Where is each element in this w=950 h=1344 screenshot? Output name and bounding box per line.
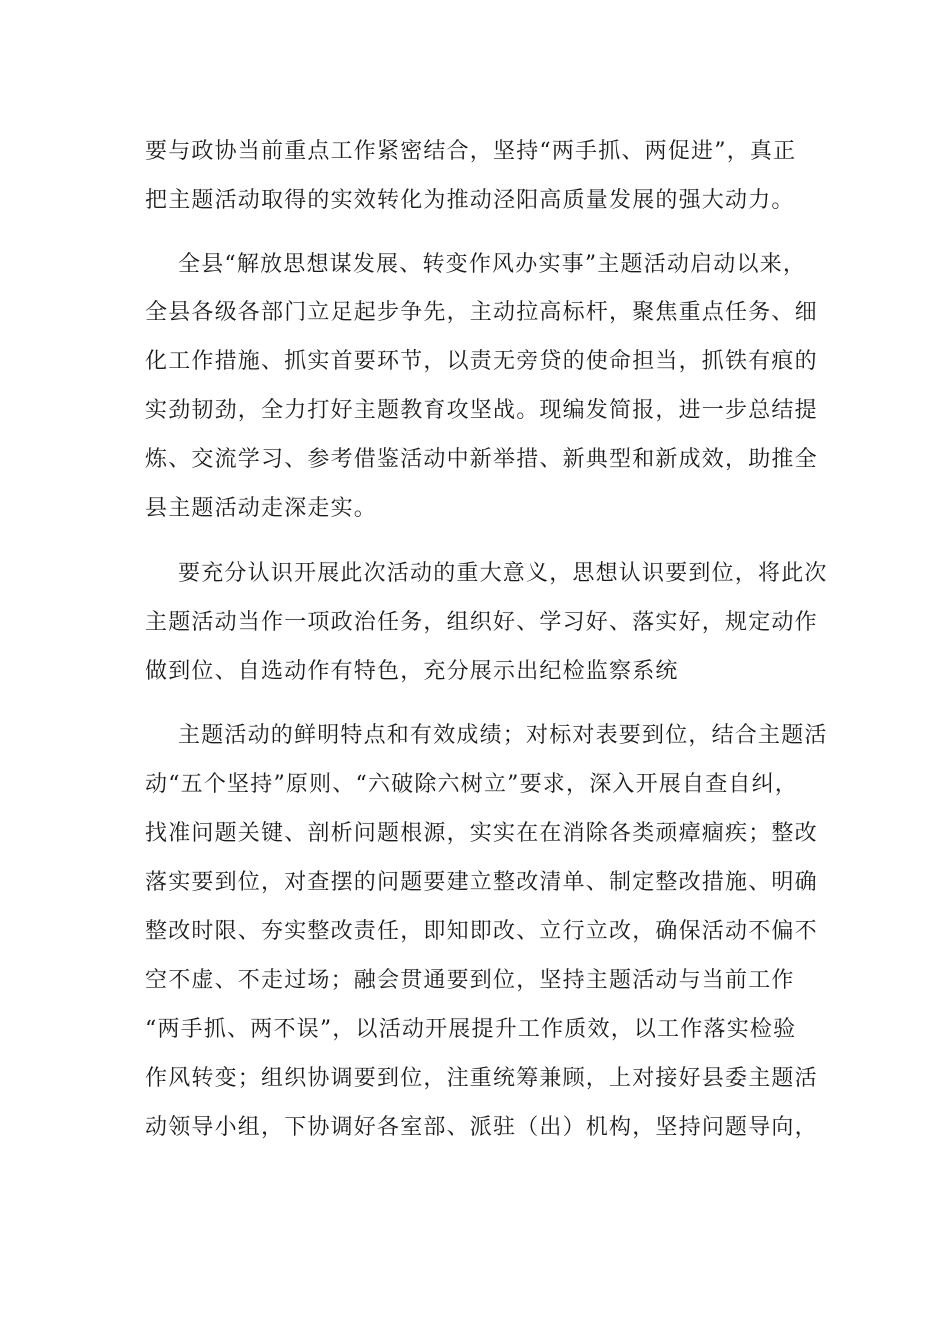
text-line: 全县各级各部门立足起步争先，主动拉高标杆，聚焦重点任务、细 bbox=[145, 300, 818, 325]
text-line: 做到位、自选动作有特色，充分展示出纪检监察系统 bbox=[145, 659, 679, 684]
text-line: 全县“解放思想谋发展、转变作风办实事”主题活动启动以来， bbox=[178, 252, 807, 277]
text-line: 主题活动的鲜明特点和有效成绩；对标对表要到位，结合主题活 bbox=[178, 723, 828, 748]
text-line: 动“五个坚持”原则、“六破除六树立”要求，深入开展自查自纠， bbox=[145, 772, 798, 797]
text-line: 动领导小组，下协调好各室部、派驻（出）机构，坚持问题导向， bbox=[145, 1115, 818, 1140]
text-line: 化工作措施、抓实首要环节，以责无旁贷的使命担当，抓铁有痕的 bbox=[145, 349, 818, 374]
text-line: 县主题活动走深走实。 bbox=[145, 496, 378, 521]
text-line: 实劲韧劲，全力打好主题教育攻坚战。现编发简报，进一步总结提 bbox=[145, 398, 818, 423]
text-line: 要与政协当前重点工作紧密结合，坚持“两手抓、两促进”，真正 bbox=[145, 139, 797, 164]
text-line: 主题活动当作一项政治任务，组织好、学习好、落实好，规定动作 bbox=[145, 610, 818, 635]
text-line: 找准问题关键、剖析问题根源，实实在在消除各类顽瘴痼疾；整改 bbox=[145, 821, 818, 846]
text-line: 整改时限、夯实整改责任，即知即改、立行立改，确保活动不偏不 bbox=[145, 919, 818, 944]
text-line: “两手抓、两不误”，以活动开展提升工作质效，以工作落实检验 bbox=[145, 1017, 797, 1042]
text-line: 作风转变；组织协调要到位，注重统筹兼顾，上对接好县委主题活 bbox=[145, 1066, 818, 1091]
text-line: 把主题活动取得的实效转化为推动泾阳高质量发展的强大动力。 bbox=[145, 188, 795, 213]
text-line: 空不虚、不走过场；融会贯通要到位，坚持主题活动与当前工作 bbox=[145, 968, 795, 993]
text-line: 要充分认识开展此次活动的重大意义，思想认识要到位，将此次 bbox=[178, 561, 828, 586]
text-line: 落实要到位，对查摆的问题要建立整改清单、制定整改措施、明确 bbox=[145, 870, 818, 895]
text-line: 炼、交流学习、参考借鉴活动中新举措、新典型和新成效，助推全 bbox=[145, 447, 818, 472]
